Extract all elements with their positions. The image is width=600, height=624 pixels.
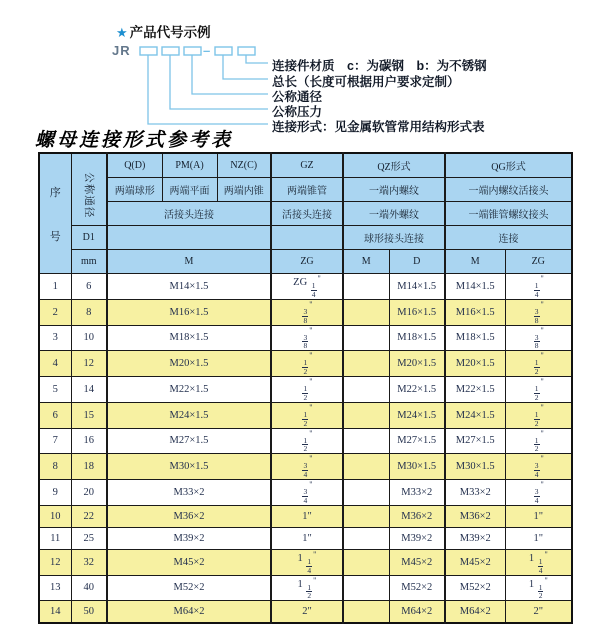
table-cell: M18×1.5 xyxy=(389,325,445,351)
table-cell: $\frac{3}{8}$ " xyxy=(271,325,343,351)
code-box-5 xyxy=(238,47,255,55)
table-cell: $\frac{3}{4}$ " xyxy=(505,480,572,506)
table-row xyxy=(39,601,572,624)
table-cell: 13 xyxy=(39,575,71,601)
header-zg: ZG xyxy=(271,250,343,274)
table-cell xyxy=(343,299,389,325)
table-cell: 7 xyxy=(39,428,71,454)
table-cell: M22×1.5 xyxy=(445,377,505,403)
table-cell: $\frac{1}{2}$ " xyxy=(505,428,572,454)
table-cell: M33×2 xyxy=(389,480,445,506)
code-prefix: JR xyxy=(112,43,131,58)
table-cell xyxy=(343,402,389,428)
table-cell: 2" xyxy=(271,601,343,624)
table-cell: 2" xyxy=(505,601,572,624)
table-cell xyxy=(343,274,389,300)
table-cell: M45×2 xyxy=(389,549,445,575)
table-cell: M27×1.5 xyxy=(389,428,445,454)
table-cell xyxy=(343,480,389,506)
table-cell: M45×2 xyxy=(445,549,505,575)
table-row xyxy=(39,454,572,480)
table-cell: M27×1.5 xyxy=(445,428,505,454)
table-cell xyxy=(343,325,389,351)
table-header xyxy=(39,153,572,274)
table-cell xyxy=(343,454,389,480)
diagram-heading xyxy=(116,21,211,41)
table-cell: M45×2 xyxy=(107,549,271,575)
label-material: 连接件材质 c：为碳钢 b：为不锈钢 xyxy=(272,59,487,73)
table-cell xyxy=(343,428,389,454)
table-row xyxy=(39,549,572,575)
table-cell: 6 xyxy=(39,402,71,428)
table-cell: M16×1.5 xyxy=(445,299,505,325)
table-cell: 1 $\frac{1}{2}$ " xyxy=(271,575,343,601)
header-qg-m: M xyxy=(445,250,505,274)
table-cell: ZG $\frac{1}{4}$ " xyxy=(271,274,343,300)
label-nominal-diameter: 公称通径 xyxy=(272,90,323,104)
table-cell: 4 xyxy=(39,351,71,377)
table-cell: 1 xyxy=(39,274,71,300)
header-qz-ends: 一端内螺纹 xyxy=(343,178,445,202)
header-qg: QG形式 xyxy=(445,153,572,178)
table-cell: $\frac{3}{8}$ " xyxy=(271,299,343,325)
connector-line-material xyxy=(246,55,268,63)
table-cell: M39×2 xyxy=(107,527,271,549)
table-row xyxy=(39,325,572,351)
table-cell: 3 xyxy=(39,325,71,351)
table-cell: 10 xyxy=(39,505,71,527)
label-connection-form: 连接形式：见金属软管常用结构形式表 xyxy=(272,120,485,134)
table-cell: 22 xyxy=(71,505,107,527)
code-box-2 xyxy=(162,47,179,55)
table-cell: M36×2 xyxy=(445,505,505,527)
table-cell xyxy=(343,575,389,601)
table-cell: $\frac{1}{2}$ " xyxy=(505,351,572,377)
table-cell: 5 xyxy=(39,377,71,403)
table-cell: M24×1.5 xyxy=(107,402,271,428)
table-cell: M52×2 xyxy=(445,575,505,601)
table-cell: 1 $\frac{1}{2}$ " xyxy=(505,575,572,601)
table-cell: $\frac{1}{2}$ " xyxy=(271,402,343,428)
header-gz-connection: 活接头连接 xyxy=(271,202,343,226)
connector-line-form xyxy=(148,55,268,124)
table-cell xyxy=(343,549,389,575)
table-cell: 20 xyxy=(71,480,107,506)
header-empty-2 xyxy=(271,226,343,250)
label-nominal-pressure: 公称压力 xyxy=(272,105,323,119)
header-qg-ends2: 一端锥管螺纹接头 xyxy=(445,202,572,226)
header-gz: GZ xyxy=(271,153,343,178)
table-cell: M30×1.5 xyxy=(389,454,445,480)
table-cell: $\frac{3}{4}$ " xyxy=(271,480,343,506)
header-qg-zg: ZG xyxy=(505,250,572,274)
table-cell xyxy=(343,377,389,403)
header-pm: PM(A) xyxy=(162,153,217,178)
table-cell: M20×1.5 xyxy=(107,351,271,377)
table-row xyxy=(39,480,572,506)
table-body xyxy=(39,274,572,624)
table-row xyxy=(39,377,572,403)
table-cell: M64×2 xyxy=(389,601,445,624)
table-cell: M16×1.5 xyxy=(107,299,271,325)
table-cell: M16×1.5 xyxy=(389,299,445,325)
table-cell: 6 xyxy=(71,274,107,300)
table-cell: M18×1.5 xyxy=(107,325,271,351)
code-box-4 xyxy=(215,47,232,55)
table-cell: $\frac{1}{2}$ " xyxy=(505,377,572,403)
table-cell: M14×1.5 xyxy=(107,274,271,300)
header-union-connection: 活接头连接 xyxy=(107,202,271,226)
header-nz: NZ(C) xyxy=(217,153,271,178)
table-cell: $\frac{1}{2}$ " xyxy=(271,428,343,454)
table-cell: 11 xyxy=(39,527,71,549)
header-gz-ends: 两端锥管 xyxy=(271,178,343,202)
nut-connection-table xyxy=(38,152,573,624)
table-cell: 8 xyxy=(39,454,71,480)
table-cell: 18 xyxy=(71,454,107,480)
header-mm: mm xyxy=(71,250,107,274)
table-cell: $\frac{3}{8}$ " xyxy=(505,299,572,325)
table-cell: M18×1.5 xyxy=(445,325,505,351)
table-cell: 8 xyxy=(71,299,107,325)
table-cell: M27×1.5 xyxy=(107,428,271,454)
table-cell: 1 $\frac{1}{4}$ " xyxy=(505,549,572,575)
table-row xyxy=(39,428,572,454)
table-cell: 12 xyxy=(71,351,107,377)
table-cell xyxy=(343,505,389,527)
code-box-1 xyxy=(140,47,157,55)
table-title: 螺母连接形式参考表 xyxy=(35,129,234,151)
header-dn: 公称通径 xyxy=(71,153,107,226)
table-row xyxy=(39,351,572,377)
table-cell: $\frac{1}{2}$ " xyxy=(271,377,343,403)
star-icon: ★ xyxy=(116,25,128,40)
table-cell: M20×1.5 xyxy=(445,351,505,377)
table-cell: M39×2 xyxy=(445,527,505,549)
table-cell: M64×2 xyxy=(107,601,271,624)
table-cell: 14 xyxy=(39,601,71,624)
table-cell: 10 xyxy=(71,325,107,351)
table-row xyxy=(39,299,572,325)
header-qz-d: D xyxy=(389,250,445,274)
table-cell: 25 xyxy=(71,527,107,549)
header-qz-connection: 球形接头连接 xyxy=(343,226,445,250)
header-m: M xyxy=(107,250,271,274)
table-cell: M39×2 xyxy=(389,527,445,549)
table-cell: 50 xyxy=(71,601,107,624)
table-cell: $\frac{1}{4}$ " xyxy=(505,274,572,300)
table-cell: M24×1.5 xyxy=(445,402,505,428)
table-cell: $\frac{3}{4}$ " xyxy=(271,454,343,480)
table-row xyxy=(39,527,572,549)
table-cell: $\frac{1}{2}$ " xyxy=(505,402,572,428)
header-q: Q(D) xyxy=(107,153,162,178)
code-box-3 xyxy=(184,47,201,55)
header-qg-ends: 一端内螺纹活接头 xyxy=(445,178,572,202)
table-cell: $\frac{3}{8}$ " xyxy=(505,325,572,351)
table-cell: M36×2 xyxy=(107,505,271,527)
label-total-length: 总长（长度可根据用户要求定制） xyxy=(272,75,460,89)
table-cell: 2 xyxy=(39,299,71,325)
table-cell: 1 $\frac{1}{4}$ " xyxy=(271,549,343,575)
header-nz-ends: 两端内锥 xyxy=(217,178,271,202)
table-cell: 32 xyxy=(71,549,107,575)
table-cell xyxy=(343,351,389,377)
table-cell: M52×2 xyxy=(107,575,271,601)
header-seq: 序 号 xyxy=(39,153,71,274)
table-cell: M64×2 xyxy=(445,601,505,624)
table-cell: M14×1.5 xyxy=(445,274,505,300)
table-cell: M30×1.5 xyxy=(445,454,505,480)
table-row xyxy=(39,575,572,601)
table-row xyxy=(39,505,572,527)
table-cell: 14 xyxy=(71,377,107,403)
table-cell: $\frac{1}{2}$ " xyxy=(271,351,343,377)
table-cell: 40 xyxy=(71,575,107,601)
table-cell: M20×1.5 xyxy=(389,351,445,377)
table-cell: M24×1.5 xyxy=(389,402,445,428)
header-pm-ends: 两端平面 xyxy=(162,178,217,202)
table-cell: M22×1.5 xyxy=(107,377,271,403)
table-cell: 1" xyxy=(505,527,572,549)
table-cell: 16 xyxy=(71,428,107,454)
table-cell: 1" xyxy=(271,527,343,549)
table-cell: 9 xyxy=(39,480,71,506)
table-cell xyxy=(343,601,389,624)
header-q-ends: 两端球形 xyxy=(107,178,162,202)
table-cell: 15 xyxy=(71,402,107,428)
table-cell: M14×1.5 xyxy=(389,274,445,300)
header-qg-connection: 连接 xyxy=(445,226,572,250)
table-cell: M22×1.5 xyxy=(389,377,445,403)
table-cell: $\frac{3}{4}$ " xyxy=(505,454,572,480)
table-cell: M33×2 xyxy=(107,480,271,506)
table-row xyxy=(39,402,572,428)
code-separator: – xyxy=(203,43,211,58)
table-row xyxy=(39,274,572,300)
header-qz: QZ形式 xyxy=(343,153,445,178)
table-cell: M30×1.5 xyxy=(107,454,271,480)
diagram-heading-text: 产品代号示例 xyxy=(129,25,211,40)
table-cell xyxy=(343,527,389,549)
header-empty-1 xyxy=(107,226,271,250)
header-d1: D1 xyxy=(71,226,107,250)
connector-line-dn xyxy=(192,55,268,94)
table-cell: 12 xyxy=(39,549,71,575)
table-cell: M52×2 xyxy=(389,575,445,601)
table-cell: M36×2 xyxy=(389,505,445,527)
table-cell: M33×2 xyxy=(445,480,505,506)
table-cell: 1" xyxy=(505,505,572,527)
header-qz-ends2: 一端外螺纹 xyxy=(343,202,445,226)
table-cell: 1" xyxy=(271,505,343,527)
header-qz-m: M xyxy=(343,250,389,274)
